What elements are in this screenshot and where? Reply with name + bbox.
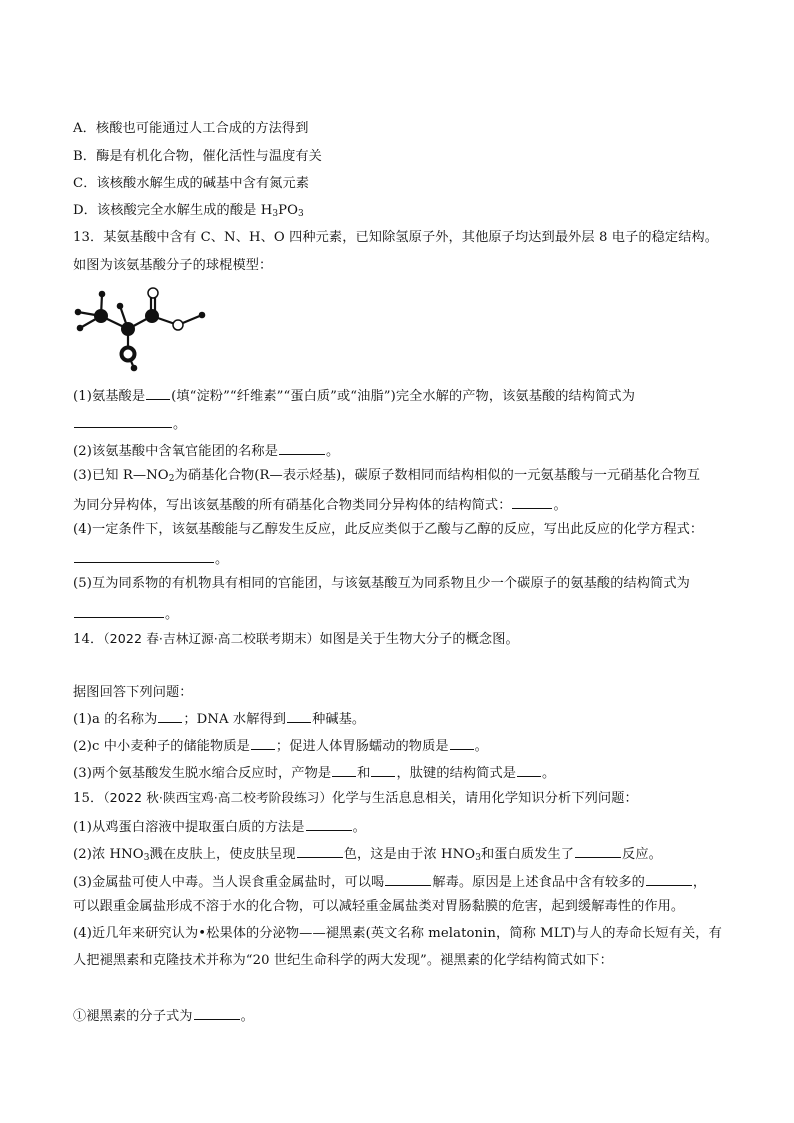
answer-blank[interactable] [517, 762, 541, 777]
q13-part3-cont: 为同分异构体，写出该氨基酸的所有硝基化合物类同分异构体的结构简式： 。 [73, 494, 567, 515]
answer-blank[interactable] [646, 871, 692, 886]
hydrogen-atom [99, 291, 106, 298]
q13-part5: (5)互为同系物的有机物具有相同的官能团，与该氨基酸互为同系物且少一个碳原子的氨基酸的结构简式为 [73, 576, 690, 591]
q15-part3: (3)金属盐可使人中毒。当人误食重金属盐时，可以喝 解毒。原因是上述食品中含有较多的 ， [73, 871, 706, 892]
answer-blank[interactable] [385, 871, 431, 886]
answer-blank[interactable] [512, 494, 552, 509]
q13-part1: (1)氨基酸是 (填“淀粉”“纤维素”“蛋白质”或“油脂”)完全水解的产物，该氨基酸的结构简式为 [73, 385, 635, 406]
answer-blank[interactable] [194, 1005, 240, 1020]
q13-part2: (2)该氨基酸中含氧官能团的名称是 。 [73, 440, 339, 461]
answer-blank[interactable] [74, 603, 164, 618]
oxygen-atom [148, 288, 158, 298]
hydrogen-atom [199, 312, 206, 319]
answer-blank[interactable] [279, 440, 325, 455]
q15-part4: (4)近几年来研究认为•松果体的分泌物——褪黑素(英文名称 melatonin，简称 MLT)与人的寿命长短有关，有 [73, 926, 722, 941]
hydrogen-atom [75, 309, 82, 316]
carbon-atom [121, 322, 135, 336]
carbon-atom [94, 309, 108, 323]
answer-blank[interactable] [450, 735, 474, 750]
option-b: B．酶是有机化合物，催化活性与温度有关 [73, 149, 322, 164]
hydrogen-atom [131, 365, 138, 372]
q13-part3: (3)已知 $R—NO_2$为硝基化合物(R—表示烃基)，碳原子数相同而结构相似的一元氨基酸与一元硝基化合物互 [73, 468, 700, 484]
q13-part1-cont: 。 [73, 413, 186, 434]
answer-blank[interactable] [74, 413, 172, 428]
q15-part1: (1)从鸡蛋白溶液中提取蛋白质的方法是 。 [73, 816, 366, 837]
hydrogen-atom [77, 325, 84, 332]
answer-blank[interactable] [371, 762, 395, 777]
q13-stem-line1: 13．某氨基酸中含有 C、N、H、O 四种元素，已知除氢原子外，其他原子均达到最外层 8 电子的稳定结构。 [73, 230, 719, 245]
q15-part4-cont: 人把褪黑素和克隆技术并称为“20 世纪生命科学的两大发现”。褪黑素的化学结构简式如下： [73, 953, 613, 968]
q13-part4: (4)一定条件下，该氨基酸能与乙醇发生反应，此反应类似于乙酸与乙醇的反应，写出此反应的化学方程式： [73, 522, 704, 537]
q13-stem-line2: 如图为该氨基酸分子的球棍模型： [73, 258, 273, 273]
answer-blank[interactable] [297, 843, 343, 858]
answer-blank[interactable] [251, 735, 275, 750]
option-a: A．核酸也可能通过人工合成的方法得到 [73, 121, 309, 136]
q14-part3: (3)两个氨基酸发生脱水缩合反应时，产物是 和 ，肽键的结构简式是 。 [73, 762, 555, 783]
q13-part4-cont: 。 [73, 548, 228, 569]
answer-blank[interactable] [287, 708, 311, 723]
answer-blank[interactable] [575, 843, 621, 858]
answer-blank[interactable] [332, 762, 356, 777]
q14-lead: 据图回答下列问题： [73, 685, 193, 700]
q15-part3-cont: 可以跟重金属盐形成不溶于水的化合物，可以减轻重金属盐类对胃肠黏膜的危害，起到缓解毒性的作用。 [73, 899, 685, 914]
answer-blank[interactable] [74, 548, 214, 563]
q14-stem: 14．（2022 春·吉林辽源·高二校联考期末）如图是关于生物大分子的概念图。 [73, 631, 519, 647]
answer-blank[interactable] [146, 385, 170, 400]
answer-blank[interactable] [158, 708, 182, 723]
carbon-atom [145, 309, 159, 323]
q15-part2: (2)浓 $HNO_3$溅在皮肤上，使皮肤呈现 色，这是由于浓 $HNO_3$和蛋白质发生了 反应。 [73, 843, 662, 864]
answer-blank[interactable] [306, 816, 352, 831]
q14-part2: (2)c 中小麦种子的储能物质是 ；促进人体胃肠蠕动的物质是 。 [73, 735, 488, 756]
q13-part5-cont: 。 [73, 603, 178, 624]
nitrogen-atom [122, 348, 135, 361]
q14-part1: (1)a 的名称为 ；DNA 水解得到 种碱基。 [73, 708, 365, 729]
option-d: D．该核酸完全水解生成的酸是 $H_3PO_3$ [73, 203, 304, 219]
q15-stem: 15．（2022 秋·陕西宝鸡·高二校考阶段练习）化学与生活息息相关，请用化学知识分析下列问题： [73, 790, 638, 806]
hydrogen-atom [117, 303, 124, 310]
oxygen-atom [173, 320, 183, 330]
option-c: C．该核酸水解生成的碱基中含有氮元素 [73, 176, 310, 191]
ball-and-stick-model [70, 282, 210, 374]
q15-part5: ①褪黑素的分子式为 。 [73, 1005, 254, 1026]
